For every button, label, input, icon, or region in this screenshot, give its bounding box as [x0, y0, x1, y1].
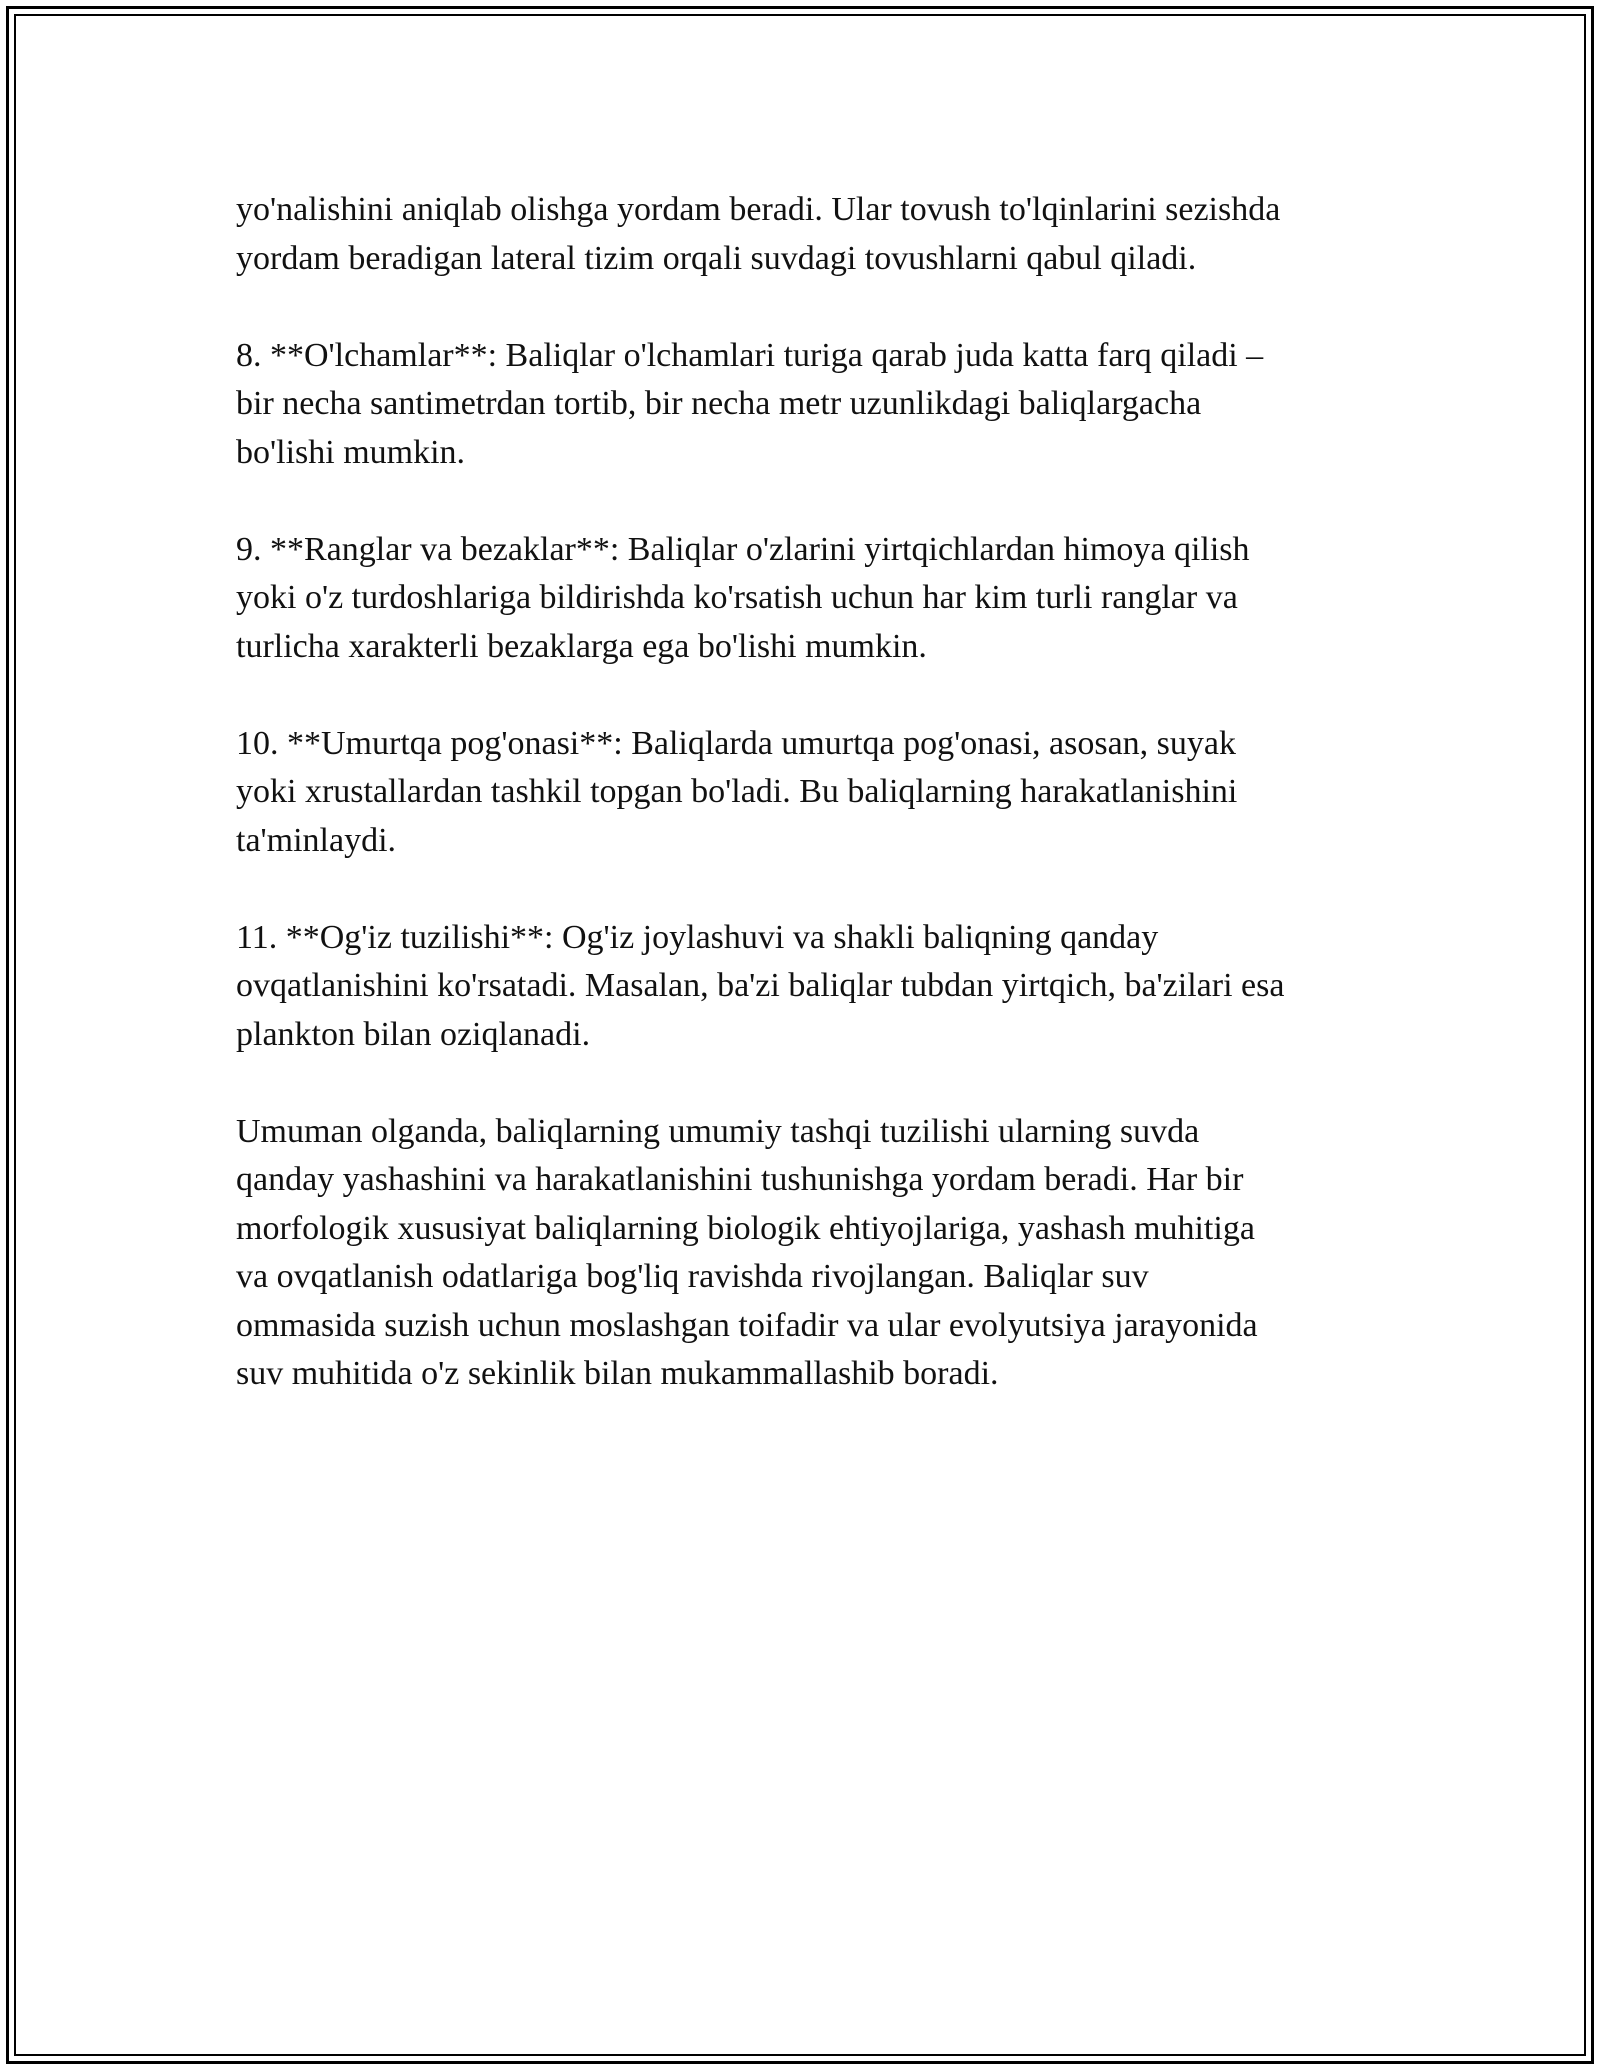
paragraph-conclusion: Umuman olganda, baliqlarning umumiy tashqi tuzilishi ularning suvda qanday yashashini va harakatlanishini tushunishga yordam beradi. Har bir morfologik xususiyat baliqlarning biologik ehtiyojlariga, yashash muhitiga va ovqatlanish odatlariga bog'liq ravishda rivojlangan. Baliqlar suv ommasida suzish uchun moslashgan toifadir va ular evolyutsiya jarayonida suv muhitida o'z sekinlik bilan mukammallashib boradi.: [236, 1112, 1258, 1392]
document-body: [236, 186, 1386, 1447]
paragraph-hearing-continuation: yo'nalishini aniqlab olishga yordam beradi. Ular tovush to'lqinlarini sezishda yordam beradigan lateral tizim orqali suvdagi tovushlarni qabul qiladi.: [236, 191, 1281, 277]
paragraph-item-8-sizes: 8. **O'lchamlar**: Baliqlar o'lchamlari turiga qarab juda katta farq qiladi – bir necha santimetrdan tortib, bir necha metr uzunlikdagi baliqlargacha bo'lishi mumkin.: [236, 336, 1264, 471]
paragraph-item-9-colors: 9. **Ranglar va bezaklar**: Baliqlar o'zlarini yirtqichlardan himoya qilish yoki o'z turdoshlariga bildirishda ko'rsatish uchun har kim turli ranglar va turlicha xarakterli bezaklarga ega bo'lishi mumkin.: [236, 530, 1250, 665]
paragraph-item-10-spine: 10. **Umurtqa pog'onasi**: Baliqlarda umurtqa pog'onasi, asosan, suyak yoki xrustallardan tashkil topgan bo'ladi. Bu baliqlarning harakatlanishini ta'minlaydi.: [236, 724, 1238, 859]
paragraph-item-11-mouth: 11. **Og'iz tuzilishi**: Og'iz joylashuvi va shakli baliqning qanday ovqatlanishini ko'rsatadi. Masalan, ba'zi baliqlar tubdan yirtqich, ba'zilari esa plankton bilan oziqlanadi.: [236, 918, 1285, 1053]
